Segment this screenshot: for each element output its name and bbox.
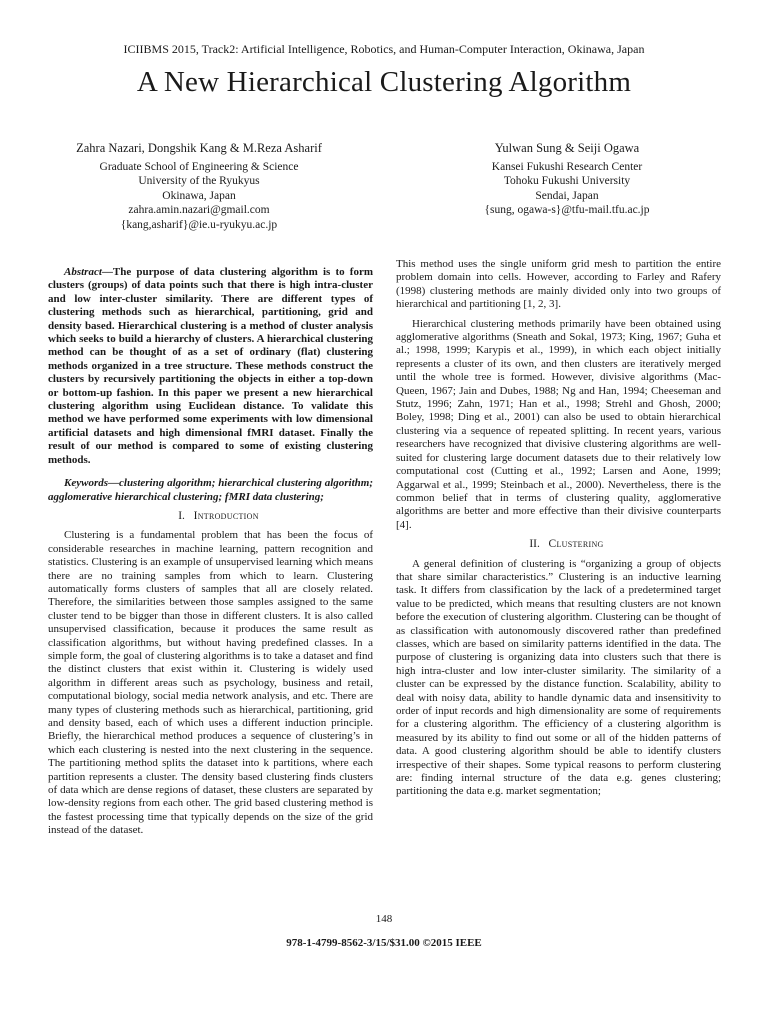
section2-title: Clustering xyxy=(548,538,604,551)
copyright-line: 978-1-4799-8562-3/15/$31.00 ©2015 IEEE xyxy=(286,937,482,949)
abstract xyxy=(48,266,373,467)
left-column xyxy=(48,266,373,838)
affiliation-right-line3: Sendai, Japan xyxy=(535,189,599,202)
abstract-text: —The purpose of data clustering algorithm is to form clusters (groups) of data points such that there is high intra-cluster and low inter-cluster similarity. There are different types of clustering methods such as hierarchical, partitioning, grid and density based. Hierarchical clustering is a method of cluster analysis which seeks to build a hierarchy of clusters. A hierarchical clustering method can be thought of as a set of ordinary (flat) clustering methods organized in a tree structure. These methods construct the clusters by recursively partitioning the objects in either a top-down or bottom-up fashion. In this paper we present a new hierarchical clustering algorithm using Euclidean distance. To validate this method we have performed some experiments with low dimensional artificial datasets and high dimensional fMRI dataset. Finally the result of our method is compared to some of existing clustering methods. xyxy=(48,266,373,466)
email-left-line2: {kang,asharif}@ie.u-ryukyu.ac.jp xyxy=(120,218,278,231)
affiliation-left-line1: Graduate School of Engineering & Science xyxy=(99,160,299,173)
section1-title: Introduction xyxy=(193,509,259,522)
keywords xyxy=(48,477,373,504)
intro-paragraph-1: Clustering is a fundamental problem that has been the focus of considerable researches in machine learning, pattern recognition and statistics. Clustering is an example of unsupervised learning which means there are no training samples from which to learn. Clustering automatically forms clusters of samples that all are closely related. Therefore, the similarities between those samples assigned to the same cluster tend to be bigger than those in different clusters. It is also called unsupervised classification, because it produces the same result as classification algorithms, but without having predefined classes. In a simple form, the goal of clustering algorithms is to take a dataset and find the distinct clusters that exist within it. Clustering is widely used algorithm in different areas such as psychology, business and retail, computational biology, social media network analysis, and etc. There are many types of clustering methods such as hierarchical, partitioning, grid and density based, each of which uses a different induction principle. Briefly, the hierarchical method produces a sequence of clustering’s in which each clustering is nested into the next clustering in the sequence. The partitioning method splits the dataset into k partitions, where each partition represents a cluster. The density based clustering finds clusters of data which are dense regions of dataset, these clusters are separated by low-density regions from each other. The grid based clustering method is the fastest processing time that typically depends on the size of the grid instead of the dataset. xyxy=(48,529,373,837)
author-block-left xyxy=(40,141,358,232)
clustering-paragraph-1: A general definition of clustering is “organizing a group of objects that share similar characteristics.” Clustering is an inductive learning task. It differs from classification by the lack of a predetermined target value to be predicted, which means that resulting clusters are not known before the execution of clustering algorithm. Clustering can be thought of as classification with autonomously discovered rather than predefined classes, which are based on similarity patterns identified in the data. The purpose of clustering is organizing data into clusters such that there is high intra-cluster and low inter-cluster similarity. The similarity of a cluster can be expressed by the distance function. Scalability, ability to deal with noisy data, ability to handle dynamic data and insensitivity to order of input records and high dimensionality are some of requirements for a clustering algorithm. The efficiency of a clustering algorithm is measured by its ability to find out some or all of the hidden patterns of data. A good clustering algorithm should be able to identify clusters irrespective of their shapes. Some typical reasons to perform clustering are: finding internal structure of the data e.g. genes clustering; partitioning the data e.g. market segmentation; xyxy=(396,557,721,798)
email-right: {sung, ogawa-s}@tfu-mail.tfu.ac.jp xyxy=(484,204,650,216)
abstract-lead: Abstract xyxy=(64,266,102,278)
affiliation-right-line2: Tohoku Fukushi University xyxy=(503,175,631,187)
section-heading-introduction xyxy=(48,510,373,523)
page-number: 148 xyxy=(375,913,393,925)
intro-paragraph-2: This method uses the single uniform grid mesh to partition the entire problem domain into cells. However, according to Farley and Rafery (1998) clustering methods are mainly divided only into two groups of hierarchical and partitioning [1, 2, 3]. xyxy=(396,258,721,311)
keywords-lead: Keywords xyxy=(64,477,108,490)
paper-title: A New Hierarchical Clustering Algorithm xyxy=(136,66,632,98)
affiliation-left-line3: Okinawa, Japan xyxy=(162,189,236,202)
intro-paragraph-3: Hierarchical clustering methods primarily have been obtained using agglomerative algorithms (Sneath and Sokal, 1973; King, 1967; Guha et al.; 1998, 1999; Karypis et al., 1999), in which each object initially represents a cluster of its own, and then clusters are iteratively merged until the whole tree is formed. However, divisive algorithms (Mac- Queen, 1967; Jain and Dubes, 1988; Ng and Han, 1994; Cheeseman and Stutz, 1996; Zahn, 1971; Han et al., 1998; Strehl and Ghosh, 2000; Boley, 1998; Ding et al., 2001) can also be used to obtain hierarchical clustering via a sequence of repeated splitting. In recent years, various researchers have recognized that divisive clustering algorithms are well-suited for clustering large document datasets due to their relatively low computational cost (Cutting et al., 1992; Larsen and Aone, 1999; Aggarwal et al., 1999; Steinbach et al., 2000). Nevertheless, there is the common belief that in terms of clustering quality, agglomerative algorithms are better and more effective than their divisive counterparts [4]. xyxy=(396,317,721,531)
conference-header: ICIIBMS 2015, Track2: Artificial Intelligence, Robotics, and Human-Computer Interaction, Okinawa, Japan xyxy=(123,42,645,56)
author-block-right xyxy=(408,141,726,218)
affiliation-right-line1: Kansei Fukushi Research Center xyxy=(491,160,643,173)
author-names-right: Yulwan Sung & Seiji Ogawa xyxy=(494,141,640,155)
email-left-line1: zahra.amin.nazari@gmail.com xyxy=(128,204,270,216)
affiliation-left-line2: University of the Ryukyus xyxy=(138,175,260,187)
keywords-text: —clustering algorithm; hierarchical clustering algorithm; agglomerative hierarchical clustering; fMRI data clustering; xyxy=(48,477,373,503)
section-heading-clustering xyxy=(396,538,721,551)
author-names-left: Zahra Nazari, Dongshik Kang & M.Reza Asharif xyxy=(76,141,322,155)
section2-number: II. xyxy=(529,538,540,551)
section1-number: I. xyxy=(178,509,185,522)
right-column xyxy=(396,258,721,799)
